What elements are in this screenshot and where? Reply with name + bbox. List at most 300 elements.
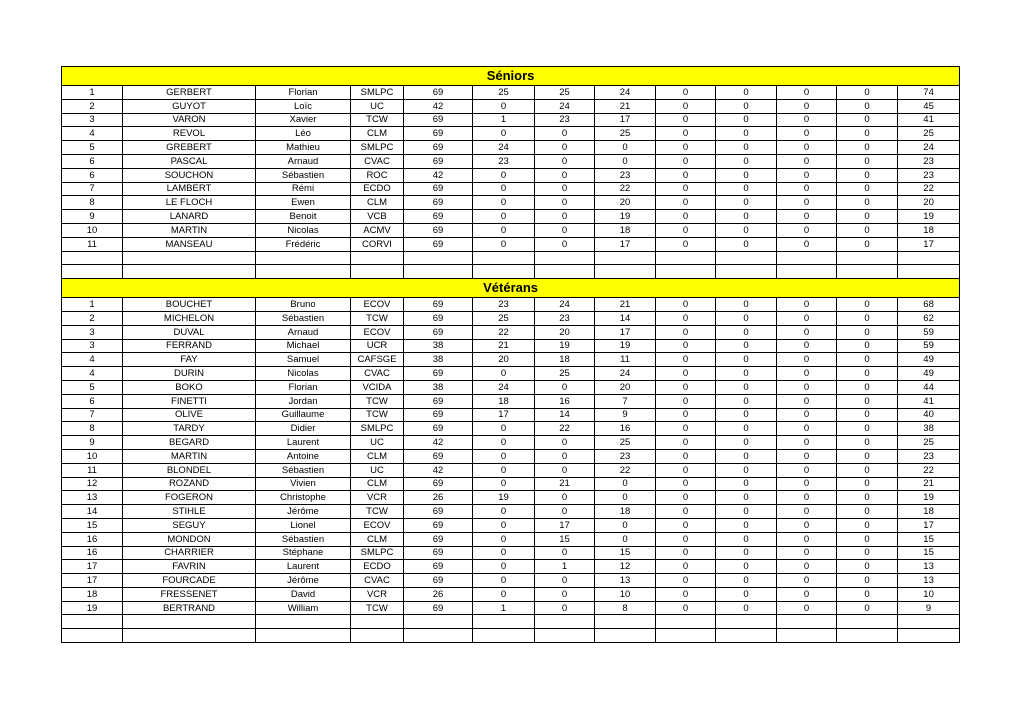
table-row (62, 154, 960, 168)
table-cell: 0 (837, 113, 898, 127)
table-cell: 0 (837, 86, 898, 100)
table-cell: 0 (535, 168, 595, 182)
table-cell: 21 (898, 477, 960, 491)
table-cell: 24 (535, 99, 595, 113)
table-cell (535, 629, 595, 643)
table-row (62, 223, 960, 237)
table-cell: 0 (535, 491, 595, 505)
table-cell: 11 (595, 353, 656, 367)
table-cell: 0 (656, 505, 716, 519)
table-cell: 0 (837, 546, 898, 560)
table-cell: UC (351, 436, 404, 450)
table-cell (123, 615, 256, 629)
table-cell: 22 (535, 422, 595, 436)
table-cell: 0 (535, 182, 595, 196)
table-cell: 0 (656, 182, 716, 196)
table-cell (256, 615, 351, 629)
table-cell: 0 (716, 113, 777, 127)
table-cell (535, 615, 595, 629)
table-row (62, 339, 960, 353)
table-cell (716, 629, 777, 643)
table-row (62, 394, 960, 408)
table-row (62, 113, 960, 127)
table-cell: 10 (62, 449, 123, 463)
table-cell: 0 (535, 574, 595, 588)
table-cell: 0 (777, 86, 837, 100)
table-cell: 19 (898, 491, 960, 505)
table-cell: UCR (351, 339, 404, 353)
table-cell: 24 (535, 298, 595, 312)
table-row (62, 367, 960, 381)
table-cell: Xavier (256, 113, 351, 127)
table-cell: 69 (404, 210, 473, 224)
table-cell: 9 (62, 436, 123, 450)
table-cell: LANARD (123, 210, 256, 224)
table-cell: 0 (656, 587, 716, 601)
table-cell: 49 (898, 367, 960, 381)
table-cell: VCR (351, 587, 404, 601)
table-cell: David (256, 587, 351, 601)
table-cell: 0 (656, 601, 716, 615)
table-cell (351, 615, 404, 629)
table-cell: 0 (777, 394, 837, 408)
table-cell (123, 629, 256, 643)
table-cell: 0 (473, 127, 535, 141)
table-cell: 0 (473, 422, 535, 436)
table-row (62, 505, 960, 519)
table-cell: 0 (716, 505, 777, 519)
table-cell: 0 (837, 325, 898, 339)
table-cell: 69 (404, 223, 473, 237)
table-cell: 0 (535, 237, 595, 251)
table-cell: 24 (595, 367, 656, 381)
table-cell (777, 265, 837, 279)
table-cell: 69 (404, 182, 473, 196)
table-cell: 0 (777, 518, 837, 532)
table-cell: 0 (777, 560, 837, 574)
table-cell: 0 (656, 546, 716, 560)
table-cell: 0 (837, 394, 898, 408)
table-cell: REVOL (123, 127, 256, 141)
table-cell: 0 (716, 311, 777, 325)
table-cell: CHARRIER (123, 546, 256, 560)
table-cell: 0 (656, 141, 716, 155)
table-cell: 69 (404, 449, 473, 463)
table-cell: 14 (595, 311, 656, 325)
table-cell: 69 (404, 422, 473, 436)
table-cell (351, 251, 404, 265)
table-cell: 20 (898, 196, 960, 210)
table-cell: Florian (256, 86, 351, 100)
table-row (62, 560, 960, 574)
table-cell: 0 (716, 339, 777, 353)
table-cell: 0 (716, 532, 777, 546)
table-cell: 0 (656, 99, 716, 113)
table-cell: 0 (716, 141, 777, 155)
table-cell: 24 (473, 380, 535, 394)
table-cell: 7 (62, 182, 123, 196)
table-cell: Mathieu (256, 141, 351, 155)
table-cell: 18 (535, 353, 595, 367)
table-cell: 0 (716, 394, 777, 408)
table-cell: 0 (716, 587, 777, 601)
table-cell: 0 (595, 477, 656, 491)
table-cell: 42 (404, 463, 473, 477)
table-cell: CLM (351, 196, 404, 210)
table-cell: 0 (777, 505, 837, 519)
table-cell: 2 (62, 311, 123, 325)
table-cell: TCW (351, 408, 404, 422)
table-cell: 0 (473, 367, 535, 381)
table-cell: Michael (256, 339, 351, 353)
table-cell (777, 251, 837, 265)
table-cell: 0 (473, 436, 535, 450)
table-cell: 0 (777, 99, 837, 113)
table-cell: 0 (716, 380, 777, 394)
table-cell: 0 (656, 560, 716, 574)
table-cell: VCR (351, 491, 404, 505)
table-cell: 0 (837, 574, 898, 588)
table-cell: 69 (404, 311, 473, 325)
table-cell: 10 (62, 223, 123, 237)
table-cell (535, 265, 595, 279)
table-cell: Nicolas (256, 367, 351, 381)
table-cell: 22 (898, 463, 960, 477)
table-cell: VCIDA (351, 380, 404, 394)
table-cell: CORVI (351, 237, 404, 251)
table-cell: SEGUY (123, 518, 256, 532)
table-row (62, 463, 960, 477)
table-cell: Frédéric (256, 237, 351, 251)
table-cell: 23 (535, 311, 595, 325)
table-cell: 0 (777, 141, 837, 155)
table-cell: 0 (777, 210, 837, 224)
table-cell (595, 629, 656, 643)
table-cell: 16 (62, 532, 123, 546)
table-row (62, 408, 960, 422)
table-cell: 0 (837, 518, 898, 532)
table-cell: 0 (837, 436, 898, 450)
table-cell: GERBERT (123, 86, 256, 100)
table-cell: 8 (62, 196, 123, 210)
table-cell: 17 (595, 237, 656, 251)
table-cell (656, 265, 716, 279)
table-cell: 0 (656, 463, 716, 477)
table-cell: 0 (837, 491, 898, 505)
table-cell: 16 (62, 546, 123, 560)
table-cell (256, 251, 351, 265)
table-cell (656, 615, 716, 629)
table-cell: 0 (656, 127, 716, 141)
table-cell: 18 (898, 505, 960, 519)
table-cell (473, 265, 535, 279)
table-cell: 23 (898, 154, 960, 168)
table-cell: 0 (716, 154, 777, 168)
table-cell: 0 (535, 380, 595, 394)
table-cell: Loïc (256, 99, 351, 113)
table-cell: 9 (898, 601, 960, 615)
table-cell: MARTIN (123, 449, 256, 463)
table-cell: 20 (595, 196, 656, 210)
table-cell: 24 (595, 86, 656, 100)
table-cell: DUVAL (123, 325, 256, 339)
table-cell: 0 (777, 587, 837, 601)
table-cell: 0 (595, 518, 656, 532)
table-cell: 0 (473, 505, 535, 519)
table-cell: 26 (404, 587, 473, 601)
table-cell: 2 (62, 99, 123, 113)
table-cell: 0 (473, 99, 535, 113)
table-cell: Sébastien (256, 311, 351, 325)
table-cell: 23 (595, 449, 656, 463)
table-cell: 69 (404, 477, 473, 491)
table-cell: 0 (777, 422, 837, 436)
table-cell: 1 (473, 113, 535, 127)
table-cell (898, 265, 960, 279)
table-cell: 19 (535, 339, 595, 353)
table-cell (898, 251, 960, 265)
table-cell: MICHELON (123, 311, 256, 325)
table-cell (62, 615, 123, 629)
table-cell: 6 (62, 394, 123, 408)
table-cell: 62 (898, 311, 960, 325)
table-cell: 11 (62, 463, 123, 477)
table-cell: 22 (595, 182, 656, 196)
table-cell: 24 (898, 141, 960, 155)
table-cell: 21 (595, 298, 656, 312)
table-cell: Laurent (256, 560, 351, 574)
table-cell: ECDO (351, 182, 404, 196)
table-cell: CLM (351, 449, 404, 463)
table-cell: 0 (473, 210, 535, 224)
table-cell: 0 (777, 532, 837, 546)
table-cell: 0 (777, 546, 837, 560)
empty-row (62, 251, 960, 265)
table-cell: ROC (351, 168, 404, 182)
table-cell: MONDON (123, 532, 256, 546)
table-cell: CAFSGE (351, 353, 404, 367)
table-cell: 25 (595, 436, 656, 450)
table-cell: 15 (62, 518, 123, 532)
table-cell: 0 (716, 574, 777, 588)
table-cell: Rémi (256, 182, 351, 196)
table-row (62, 587, 960, 601)
table-cell: UC (351, 463, 404, 477)
table-cell (351, 629, 404, 643)
table-cell: 0 (777, 339, 837, 353)
table-cell: 0 (837, 298, 898, 312)
table-cell: 0 (837, 601, 898, 615)
table-cell: 0 (656, 477, 716, 491)
table-row (62, 422, 960, 436)
table-cell: 25 (535, 86, 595, 100)
table-cell: 25 (473, 86, 535, 100)
table-cell: SMLPC (351, 141, 404, 155)
table-cell: 0 (473, 560, 535, 574)
table-cell: 45 (898, 99, 960, 113)
table-cell: 0 (777, 449, 837, 463)
table-cell: 13 (898, 574, 960, 588)
table-cell: 0 (716, 99, 777, 113)
table-cell: 0 (777, 168, 837, 182)
table-cell: FERRAND (123, 339, 256, 353)
table-cell: 38 (404, 380, 473, 394)
table-cell: 0 (837, 449, 898, 463)
table-cell: 69 (404, 325, 473, 339)
table-cell: TARDY (123, 422, 256, 436)
table-cell: 41 (898, 394, 960, 408)
table-cell: 69 (404, 154, 473, 168)
table-cell: 1 (535, 560, 595, 574)
table-row (62, 546, 960, 560)
table-cell: 0 (777, 463, 837, 477)
table-cell: 0 (535, 601, 595, 615)
table-cell: 17 (535, 518, 595, 532)
table-cell: 0 (473, 532, 535, 546)
table-cell: 68 (898, 298, 960, 312)
table-cell: 0 (473, 518, 535, 532)
table-cell: Didier (256, 422, 351, 436)
table-cell: 12 (595, 560, 656, 574)
table-cell: 0 (777, 237, 837, 251)
table-cell: 5 (62, 380, 123, 394)
table-cell: CVAC (351, 154, 404, 168)
table-cell (656, 629, 716, 643)
table-cell: 0 (656, 237, 716, 251)
table-cell: 17 (595, 325, 656, 339)
table-cell: 69 (404, 546, 473, 560)
table-cell: 38 (404, 339, 473, 353)
table-cell: 19 (62, 601, 123, 615)
table-cell: 13 (62, 491, 123, 505)
table-cell: 69 (404, 237, 473, 251)
table-cell: GREBERT (123, 141, 256, 155)
table-cell: 4 (62, 353, 123, 367)
table-cell (716, 251, 777, 265)
table-cell: 0 (716, 518, 777, 532)
table-cell: 13 (898, 560, 960, 574)
table-cell: 0 (656, 154, 716, 168)
table-cell: 0 (535, 449, 595, 463)
table-cell: 0 (837, 311, 898, 325)
table-cell (898, 629, 960, 643)
table-cell: ECDO (351, 560, 404, 574)
table-cell: 17 (898, 518, 960, 532)
table-cell: Stéphane (256, 546, 351, 560)
table-cell: 19 (473, 491, 535, 505)
table-cell: 0 (473, 546, 535, 560)
table-cell: 0 (656, 113, 716, 127)
table-cell: FAY (123, 353, 256, 367)
table-cell: SMLPC (351, 86, 404, 100)
table-cell: ROZAND (123, 477, 256, 491)
table-cell: 0 (656, 311, 716, 325)
table-cell (123, 251, 256, 265)
table-cell: TCW (351, 601, 404, 615)
empty-row (62, 615, 960, 629)
table-cell: Laurent (256, 436, 351, 450)
table-cell: 22 (898, 182, 960, 196)
table-cell: 69 (404, 560, 473, 574)
table-row (62, 196, 960, 210)
table-cell (837, 629, 898, 643)
table-cell: 1 (473, 601, 535, 615)
table-cell: 0 (837, 505, 898, 519)
table-cell (535, 251, 595, 265)
table-cell: 16 (595, 422, 656, 436)
empty-row (62, 265, 960, 279)
table-cell (404, 251, 473, 265)
table-cell: PASCAL (123, 154, 256, 168)
table-cell: CLM (351, 477, 404, 491)
table-cell: 0 (837, 408, 898, 422)
table-cell: ECOV (351, 325, 404, 339)
section-title: Séniors (62, 67, 960, 86)
table-cell (62, 629, 123, 643)
table-cell: 0 (777, 223, 837, 237)
table-cell: 0 (595, 532, 656, 546)
table-cell: 0 (656, 449, 716, 463)
table-cell: 0 (716, 422, 777, 436)
table-cell: 0 (837, 422, 898, 436)
table-cell: 0 (473, 574, 535, 588)
table-cell: 15 (535, 532, 595, 546)
table-cell (837, 265, 898, 279)
table-cell (777, 629, 837, 643)
table-row (62, 127, 960, 141)
table-cell (473, 615, 535, 629)
table-cell: Benoit (256, 210, 351, 224)
table-cell: FOURCADE (123, 574, 256, 588)
table-cell (898, 615, 960, 629)
table-cell: TCW (351, 394, 404, 408)
table-cell: 18 (595, 223, 656, 237)
table-cell: 8 (595, 601, 656, 615)
table-cell: 17 (595, 113, 656, 127)
table-cell: 18 (898, 223, 960, 237)
table-cell: 40 (898, 408, 960, 422)
table-cell: 0 (535, 196, 595, 210)
table-row (62, 298, 960, 312)
table-cell (595, 615, 656, 629)
table-cell: 0 (716, 436, 777, 450)
table-cell: 0 (535, 587, 595, 601)
table-cell: Guillaume (256, 408, 351, 422)
table-cell (656, 251, 716, 265)
table-cell: 0 (716, 491, 777, 505)
table-cell: VCB (351, 210, 404, 224)
table-cell: 0 (656, 223, 716, 237)
table-cell: 69 (404, 298, 473, 312)
table-cell: Léo (256, 127, 351, 141)
table-cell: 0 (837, 99, 898, 113)
table-cell: 69 (404, 141, 473, 155)
table-cell: TCW (351, 311, 404, 325)
table-cell: BOKO (123, 380, 256, 394)
table-cell: LAMBERT (123, 182, 256, 196)
table-cell: Sébastien (256, 463, 351, 477)
table-cell: 0 (473, 477, 535, 491)
table-cell: Vivien (256, 477, 351, 491)
table-cell: 0 (473, 196, 535, 210)
section-header (62, 67, 960, 86)
section-title: Vétérans (62, 279, 960, 298)
table-cell: FRESSENET (123, 587, 256, 601)
table-cell: 0 (716, 560, 777, 574)
table-cell: 42 (404, 99, 473, 113)
table-cell: 0 (837, 367, 898, 381)
table-cell: 0 (656, 353, 716, 367)
